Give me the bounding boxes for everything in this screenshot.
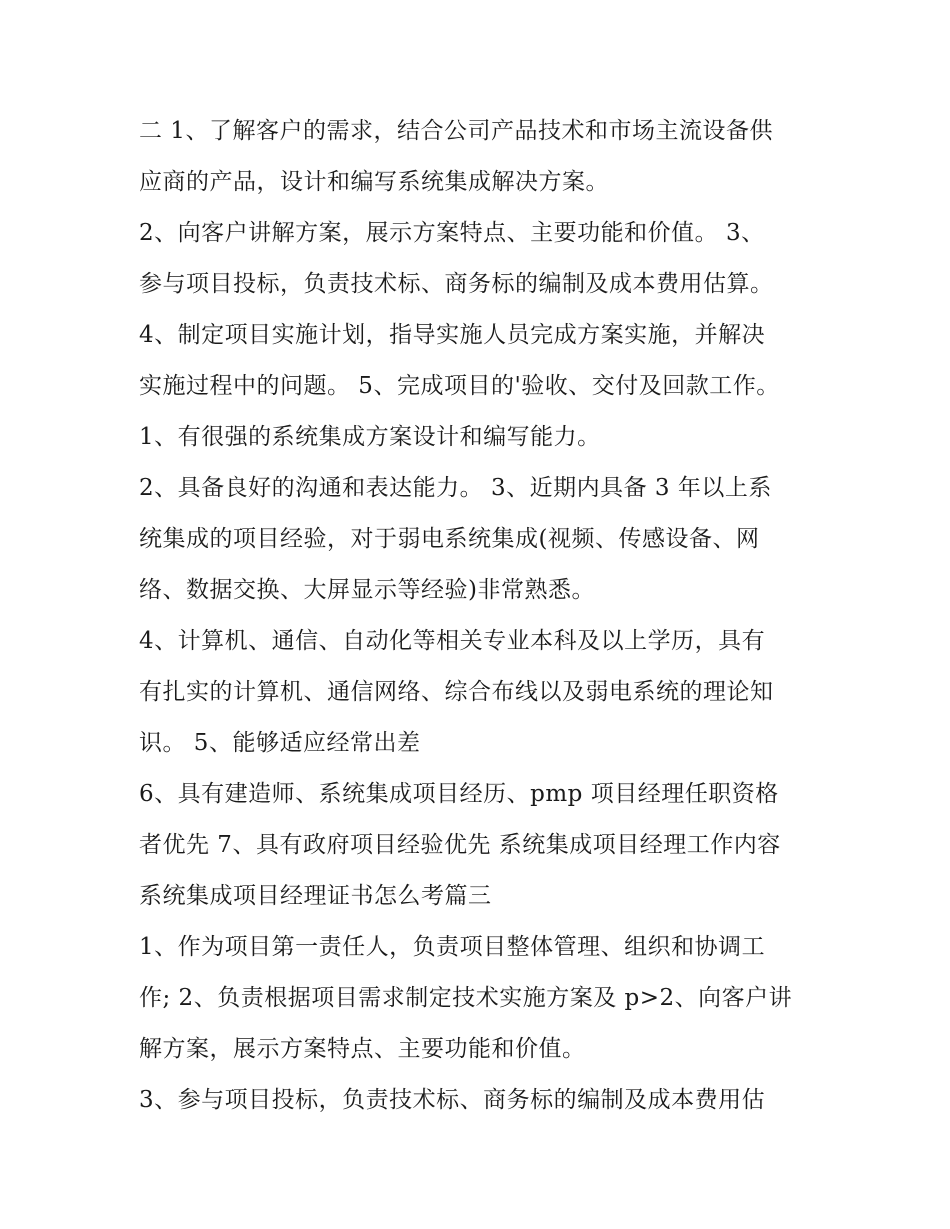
- text-line: 二 1、了解客户的需求，结合公司产品技术和市场主流设备供: [139, 118, 773, 144]
- text-line: 2、向客户讲解方案，展示方案特点、主要功能和价值。 3、: [139, 220, 765, 246]
- text-line: 4、计算机、通信、自动化等相关专业本科及以上学历，具有: [139, 628, 766, 654]
- section-heading: 系统集成项目经理证书怎么考篇三: [139, 883, 492, 909]
- text-line: 参与项目投标，负责技术标、商务标的编制及成本费用估算。: [139, 271, 774, 297]
- text-line: 1、作为项目第一责任人，负责项目整体管理、组织和协调工: [139, 934, 766, 960]
- text-line: 识。 5、能够适应经常出差: [139, 730, 421, 756]
- text-line: 作; 2、负责根据项目需求制定技术实施方案及 p>2、向客户讲: [139, 985, 793, 1011]
- text-line: 有扎实的计算机、通信网络、综合布线以及弱电系统的理论知: [139, 679, 774, 705]
- text-line: 者优先 7、具有政府项目经验优先 系统集成项目经理工作内容: [139, 832, 781, 858]
- text-line: 解方案，展示方案特点、主要功能和价值。: [139, 1036, 586, 1062]
- text-line: 3、参与项目投标，负责技术标、商务标的编制及成本费用估: [139, 1087, 766, 1113]
- text-line: 统集成的项目经验，对于弱电系统集成(视频、传感设备、网: [139, 526, 760, 552]
- text-line: 4、制定项目实施计划，指导实施人员完成方案实施，并解决: [139, 322, 766, 348]
- text-line: 实施过程中的问题。 5、完成项目的'验收、交付及回款工作。: [139, 373, 780, 399]
- document-body: [139, 106, 819, 1126]
- text-line: 1、有很强的系统集成方案设计和编写能力。: [139, 424, 601, 450]
- text-line: 2、具备良好的沟通和表达能力。 3、近期内具备 3 年以上系: [139, 475, 772, 501]
- text-line: 应商的产品，设计和编写系统集成解决方案。: [139, 169, 609, 195]
- text-line: 络、数据交换、大屏显示等经验)非常熟悉。: [139, 577, 595, 603]
- text-line: 6、具有建造师、系统集成项目经历、pmp 项目经理任职资格: [139, 781, 779, 807]
